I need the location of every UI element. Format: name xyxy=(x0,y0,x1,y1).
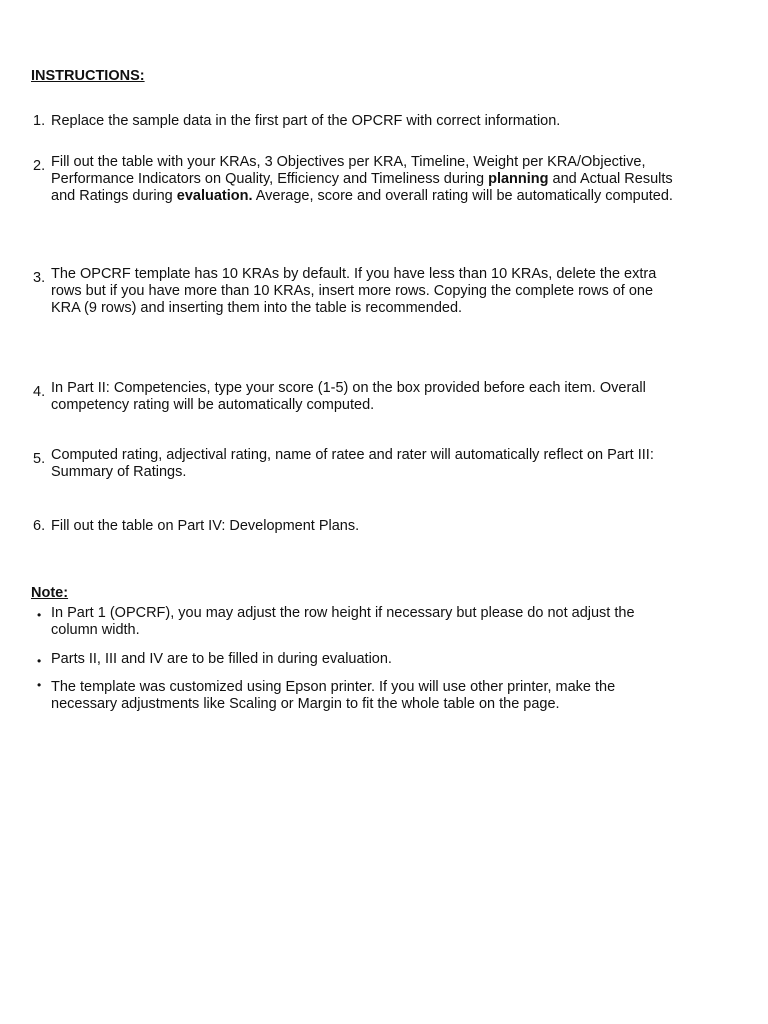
instruction-text: Computed rating, adjectival rating, name of ratee and rater will automatically reflect on Part III: Summary of Ratings. xyxy=(51,447,654,480)
instruction-item-2 xyxy=(33,154,683,224)
note-text: Parts II, III and IV are to be filled in during evaluation. xyxy=(51,651,392,667)
instruction-bold-term: planning xyxy=(488,171,549,187)
instruction-text: In Part II: Competencies, type your score (1-5) on the box provided before each item. Overall competency rating will be automatically computed. xyxy=(51,380,646,413)
instruction-text-part: and Actual Results and Ratings during xyxy=(51,171,673,204)
instruction-item-4 xyxy=(33,380,683,416)
instruction-item-5 xyxy=(33,447,683,483)
instruction-text: The OPCRF template has 10 KRAs by default. If you have less than 10 KRAs, delete the extra rows but if you have more than 10 KRAs, insert more rows. Copying the complete rows of one KRA (9 rows) and inserting them into the table is recommended. xyxy=(51,266,657,316)
instruction-text: Replace the sample data in the first part of the OPCRF with correct information. xyxy=(51,113,561,129)
instruction-text: Fill out the table on Part IV: Development Plans. xyxy=(51,518,360,534)
instruction-number: 1. xyxy=(33,113,46,129)
instruction-text xyxy=(51,154,681,205)
instruction-bold-term: evaluation. xyxy=(176,188,253,204)
instruction-item-6 xyxy=(33,518,683,538)
instruction-item-3 xyxy=(33,266,683,336)
instruction-number: 3. xyxy=(33,270,46,286)
instruction-text-part: Average, score and overall rating will be automatically computed. xyxy=(252,188,673,204)
bullet-icon: • xyxy=(37,654,42,668)
note-text: The template was customized using Epson printer. If you will use other printer, make the necessary adjustments like Scaling or Margin to fit the whole table on the page. xyxy=(51,679,616,712)
instruction-number: 4. xyxy=(33,384,46,400)
instructions-heading: INSTRUCTIONS: xyxy=(31,68,145,84)
note-item-1 xyxy=(37,605,687,641)
instruction-item-1 xyxy=(33,113,683,133)
note-item-2 xyxy=(37,651,687,671)
note-text: In Part 1 (OPCRF), you may adjust the row height if necessary but please do not adjust the column width. xyxy=(51,605,635,638)
bullet-icon: • xyxy=(37,608,42,622)
instruction-text-part: Fill out the table with your KRAs, 3 Objectives per KRA, Timeline, Weight per KRA/Objective, Performance Indicators on Quality, Efficiency and Timeliness during xyxy=(51,154,646,187)
instruction-number: 5. xyxy=(33,451,46,467)
instruction-number: 6. xyxy=(33,518,46,534)
instruction-number: 2. xyxy=(33,158,46,174)
note-heading: Note: xyxy=(31,585,69,601)
bullet-icon: • xyxy=(37,678,42,692)
note-item-3 xyxy=(37,679,687,733)
